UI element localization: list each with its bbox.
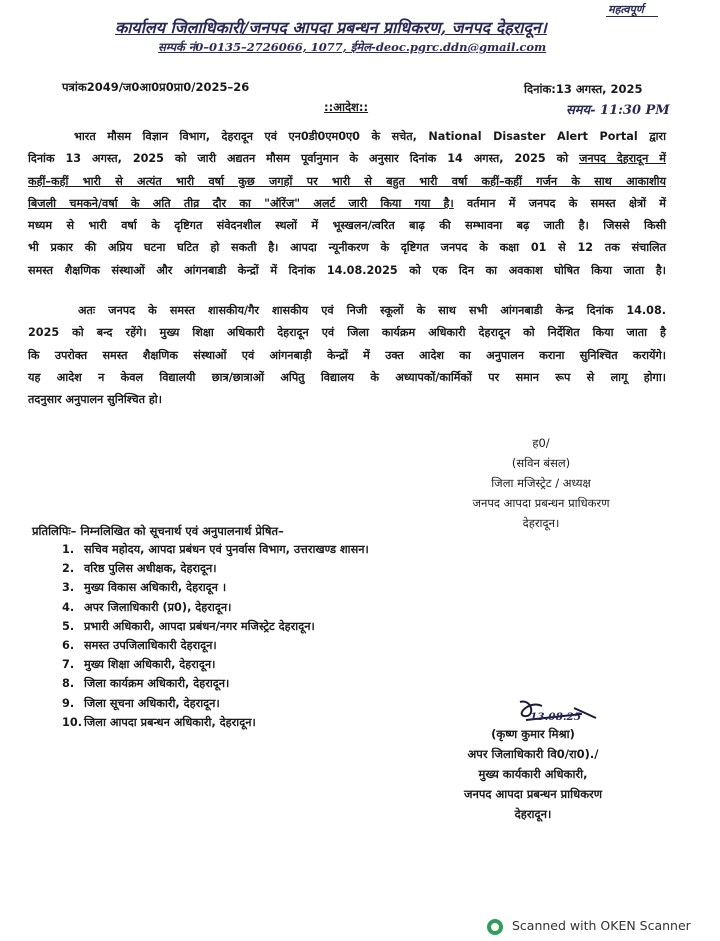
copy-to-item-text: वरिष्ठ पुलिस अधीक्षक, देहरादून।: [84, 562, 217, 576]
copy-to-item-text: प्रभारी अधिकारी, आपदा प्रबंधन/नगर मजिस्ट्रेट देहरादून।: [84, 619, 315, 633]
copy-to-item: [62, 674, 369, 693]
copy-to-item: [62, 617, 369, 636]
copy-to-list: [62, 540, 369, 732]
copy-to-item-number: 8.: [62, 677, 75, 691]
copy-to-item-number: 4.: [62, 600, 75, 614]
signature-date: 13.08.25: [530, 711, 582, 723]
para1-line: भारत मौसम विज्ञान विभाग, देहरादून एवं एन0डी0एम0ए0 के सचेत, National Disaster Alert Portal द्वारा: [74, 130, 666, 143]
copy-to-item: [62, 540, 369, 559]
copy-to-item-text: समस्त उपजिलाधिकारी देहरादून।: [84, 639, 217, 653]
para1-underlined: बिजली चमकने/वर्षा के अति तीव्र दौर का "ऑरेंज" अलर्ट जारी किया गया है।: [28, 196, 454, 210]
handwritten-time: समय- 11:30 PM: [566, 103, 670, 118]
order-paragraph-2: [28, 300, 666, 411]
para2-line: तदनुसार अनुपालन सुनिश्चित हो।: [28, 393, 162, 407]
signatory-name: (कृष्ण कुमार मिश्रा): [491, 727, 575, 741]
signatory-designation: अपर जिलाधिकारी वि0/रा0)./: [467, 747, 599, 761]
signatory-designation: जिला मजिस्ट्रेट / अध्यक्ष: [491, 476, 591, 490]
copy-to-title: प्रतिलिपिः– निम्नलिखित को सूचनार्थ एवं अनुपालनार्थ प्रेषित–: [32, 524, 284, 538]
copy-to-item-number: 1.: [62, 543, 75, 556]
signatory-designation: मुख्य कार्यकारी अधिकारी,: [478, 767, 588, 781]
copy-to-item-text: जिला आपदा प्रबन्धन अधिकारी, देहरादून।: [84, 715, 256, 729]
contact-line: सम्पर्क नं0–0135–2726066, 1077, ईमेल-deoc.pgrc.ddn@gmail.com: [158, 40, 547, 54]
copy-to-item: [62, 598, 369, 617]
order-title: ::आदेश::: [324, 100, 369, 114]
copy-to-item-number: 3.: [62, 581, 75, 595]
adm-signature-block: [430, 724, 636, 824]
copy-to-item-text: जिला सूचना अधिकारी, देहरादून।: [84, 696, 220, 710]
para1-line: [28, 193, 666, 215]
dm-signature-block: [446, 433, 636, 533]
para1-line: भी प्रकार की अप्रिय घटना घटित हो सकती है। आपदा न्यूनीकरण के दृष्टिगत जनपद के कक्षा 01 से 12 तक संचालित: [28, 241, 666, 255]
signed-mark: ह0/: [532, 436, 550, 450]
copy-to-item-text: सचिव महोदय, आपदा प्रबंधन एवं पुनर्वास विभाग, उत्तराखण्ड शासन।: [84, 543, 369, 556]
para1-line: मध्यम से भारी वर्षा के दृष्टिगत संवेदनशील स्थलों में भूस्खलन/त्वरित बाढ़ की सम्भावना बढ़ जाती है। जिससे किसी: [28, 219, 666, 233]
copy-to-item-number: 10.: [62, 715, 83, 729]
copy-to-item: [62, 559, 369, 578]
letter-number: पत्रांक2049/ज0आ0प्र0प्रा0/2025–26: [62, 80, 250, 94]
copy-to-item-text: अपर जिलाधिकारी (प्र0), देहरादून।: [84, 600, 232, 614]
copy-to-item: [62, 636, 369, 655]
signatory-designation: जनपद आपदा प्रबन्धन प्राधिकरण: [463, 787, 603, 801]
para2-line: यह आदेश न केवल विद्यालयी छात्र/छात्राओं अपितु विद्यालय के अध्यापकों/कार्मिकों पर समान रूप से लागू होगा।: [28, 370, 666, 384]
office-title: कार्यालय जिलाधिकारी/जनपद आपदा प्रबन्धन प्राधिकरण, जनपद देहरादून।: [115, 18, 547, 37]
para1-line: कहीं–कहीं भारी से अत्यंत भारी वर्षा कुछ जगहों पर भारी से बहुत भारी वर्षा कहीं–कहीं गर्जन के साथ आकाशीय: [28, 174, 666, 188]
order-paragraph-1: [28, 126, 666, 282]
para2-line: अतः जनपद के समस्त शासकीय/गैर शासकीय एवं निजी स्कूलों के साथ सभी आंगनबाडी केन्द्र दिनांक 14.08.: [78, 304, 666, 317]
important-underline: [606, 16, 658, 17]
signatory-place: देहरादून।: [522, 516, 560, 530]
important-mark: महत्वपूर्ण: [608, 3, 644, 16]
copy-to-item-number: 5.: [62, 619, 75, 633]
scanner-logo-icon: [486, 918, 504, 936]
para1-text: वर्तमान में जनपद के समस्त क्षेत्रों में: [453, 196, 666, 210]
copy-to-item-text: मुख्य विकास अधिकारी, देहरादून ।: [84, 581, 227, 595]
copy-to-item-number: 7.: [62, 658, 75, 672]
copy-to-item-number: 2.: [62, 562, 75, 576]
signatory-name: (सविन बंसल): [511, 456, 571, 470]
copy-to-item-text: मुख्य शिक्षा अधिकारी, देहरादून।: [84, 658, 216, 672]
signatory-designation: जनपद आपदा प्रबन्धन प्राधिकरण: [472, 496, 610, 510]
para1-text: दिनांक 13 अगस्त, 2025 को जारी अद्यतन मौसम पूर्वानुमान के अनुसार दिनांक 14 अगस्त, 2025 को: [28, 152, 580, 166]
para2-line: 2025 को बन्द रहेंगे। मुख्य शिक्षा अधिकारी देहरादून एवं जिला कार्यक्रम अधिकारी देहरादून को निर्देशित किया जाता है: [28, 326, 666, 340]
signatory-place: देहरादून।: [514, 807, 552, 821]
scanner-watermark: Scanned with OKEN Scanner: [512, 918, 691, 933]
copy-to-item: [62, 713, 369, 732]
para1-underlined: जनपद देहरादून में: [579, 152, 666, 166]
para1-line: समस्त शैक्षणिक संस्थाओं और आंगनबाडी केन्द्रों में दिनांक 14.08.2025 को एक दिन का अवकाश घोषित किया जाता है।: [28, 263, 666, 277]
copy-to-item-number: 9.: [62, 696, 75, 710]
letter-date: दिनांक:13 अगस्त, 2025: [524, 82, 643, 96]
copy-to-item: [62, 694, 369, 713]
copy-to-item: [62, 655, 369, 674]
para1-line: [28, 148, 666, 170]
copy-to-item-text: जिला कार्यक्रम अधिकारी, देहरादून।: [84, 677, 230, 691]
copy-to-item: [62, 578, 369, 597]
copy-to-item-number: 6.: [62, 639, 75, 653]
para2-line: कि उपरोक्त समस्त शैक्षणिक संस्थाओं एवं आंगनबाड़ी केन्द्रों में उक्त आदेश का अनुपालन कराना सुनिश्चित करायेंगे।: [28, 348, 666, 362]
